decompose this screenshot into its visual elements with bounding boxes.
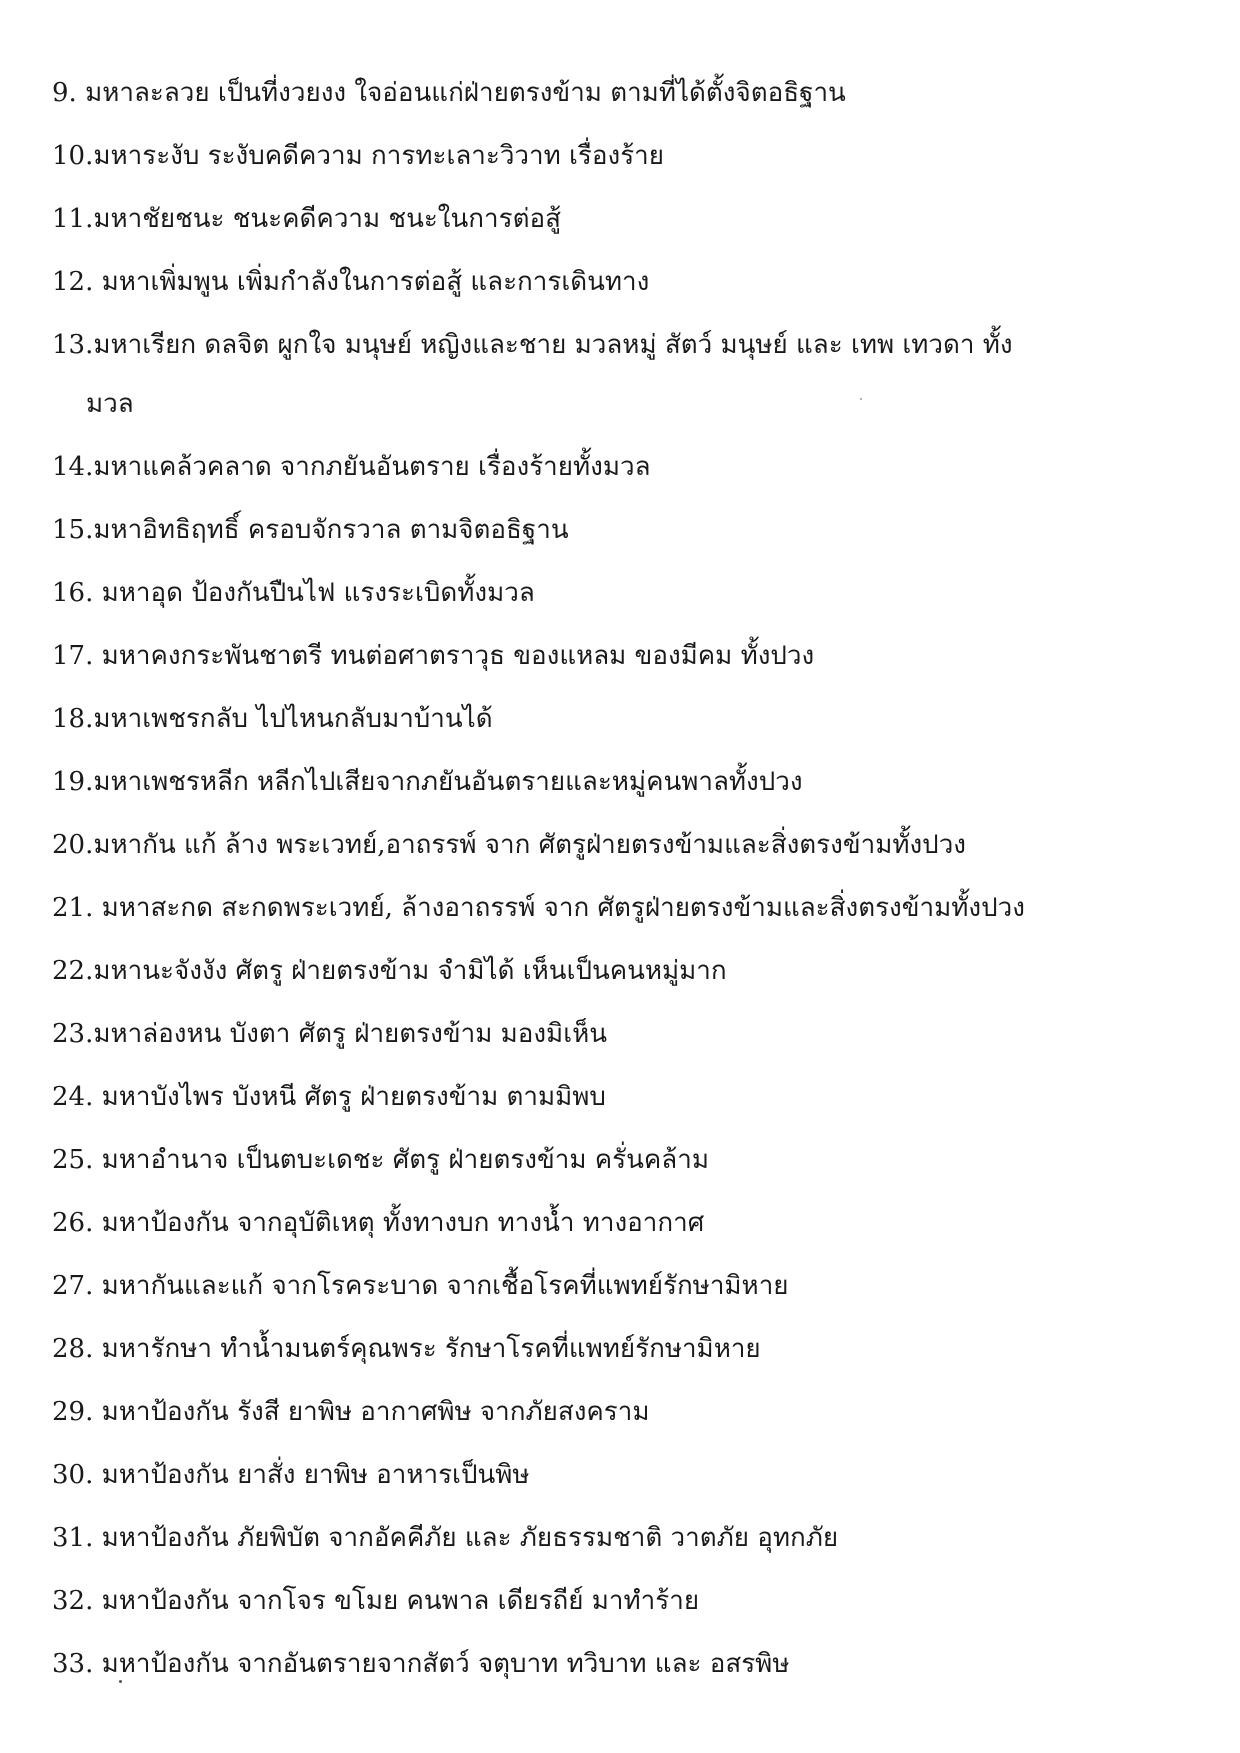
item-number: 22. [52,956,94,986]
item-number: 28. [52,1334,94,1364]
item-text: มหารักษา ทำน้ำมนตร์คุณพระ รักษาโรคที่แพทย์รักษามิหาย [101,1334,761,1364]
item-text: มหาป้องกัน ภัยพิบัต จากอัคคีภัย และ ภัยธรรมชาติ วาตภัย อุทกภัย [101,1523,839,1553]
item-text: มหาป้องกัน รังสี ยาพิษ อากาศพิษ จากภัยสงคราม [101,1397,650,1427]
list-item [52,1129,1202,1192]
item-number: 29. [52,1397,94,1427]
item-number: 10. [52,141,94,171]
item-number: 19. [52,767,94,797]
item-text: มหาแคล้วคลาด จากภยันอันตราย เรื่องร้ายทั้งมวล [93,452,651,482]
item-text: มหาล่องหน บังตา ศัตรู ฝ่ายตรงข้าม มองมิเห็น [93,1019,607,1049]
item-number: 33. [52,1649,94,1679]
item-text: มหาคงกระพันชาตรี ทนต่อศาตราวุธ ของแหลม ของมีคม ทั้งปวง [101,641,815,671]
list-item [52,751,1202,814]
list-item [52,940,1202,1003]
list-item [52,814,1202,877]
item-text: มหาอุด ป้องกันปืนไฟ แรงระเบิดทั้งมวล [101,578,535,608]
item-text: มหากัน แก้ ล้าง พระเวทย์,อาถรรพ์ จาก ศัตรูฝ่ายตรงข้ามและสิ่งตรงข้ามทั้งปวง [93,830,966,860]
list-item [52,1381,1202,1444]
item-text: มหาป้องกัน ยาสั่ง ยาพิษ อาหารเป็นพิษ [101,1460,530,1490]
numbered-list [52,62,1202,1696]
list-item [52,1633,1202,1696]
item-text: มหาเพิ่มพูน เพิ่มกำลังในการต่อสู้ และการเดินทาง [101,267,650,297]
list-item [52,1003,1202,1066]
item-text: มหาสะกด สะกดพระเวทย์, ล้างอาถรรพ์ จาก ศัตรูฝ่ายตรงข้ามและสิ่งตรงข้ามทั้งปวง [101,893,1025,923]
item-text: มหาละลวย เป็นที่งวยงง ใจอ่อนแก่ฝ่ายตรงข้าม ตามที่ได้ตั้งจิตอธิฐาน [85,78,846,108]
item-text: มหาเรียก ดลจิต ผูกใจ มนุษย์ หญิงและชาย มวลหมู่ สัตว์ มนุษย์ และ เทพ เทวดา ทั้ง [93,330,1013,360]
item-text: มหาระงับ ระงับคดีความ การทะเลาะวิวาท เรื่องร้าย [93,141,664,171]
list-item [52,251,1202,314]
item-text: มหาป้องกัน จากโจร ขโมย คนพาล เดียรถีย์ มาทำร้าย [101,1586,700,1616]
item-number: 20. [52,830,94,860]
item-text-continuation: มวล [86,389,134,419]
item-number: 21. [52,893,94,923]
item-number: 31. [52,1523,94,1553]
item-number: 9. [52,78,77,108]
list-item [52,688,1202,751]
item-number: 13. [52,330,94,360]
list-item [52,625,1202,688]
item-number: 18. [52,704,94,734]
item-number: 23. [52,1019,94,1049]
list-item [52,1570,1202,1633]
item-number: 17. [52,641,94,671]
scan-speck [119,1680,122,1683]
item-number: 27. [52,1271,94,1301]
item-number: 24. [52,1082,94,1112]
list-item [52,1507,1202,1570]
item-text: มหาชัยชนะ ชนะคดีความ ชนะในการต่อสู้ [93,204,561,234]
item-text: มหาป้องกัน จากอันตรายจากสัตว์ จตุบาท ทวิบาท และ อสรพิษ [101,1649,790,1679]
list-item [52,1066,1202,1129]
item-text: มหาเพชรกลับ ไปไหนกลับมาบ้านได้ [93,704,493,734]
list-item [52,1318,1202,1381]
item-text: มหาเพชรหลีก หลีกไปเสียจากภยันอันตรายและหมู่คนพาลทั้งปวง [93,767,803,797]
item-number: 14. [52,452,94,482]
item-text: มหาอิทธิฤทธิ์ ครอบจักรวาล ตามจิตอธิฐาน [93,515,569,545]
item-text: มหาบังไพร บังหนี ศัตรู ฝ่ายตรงข้าม ตามมิพบ [101,1082,606,1112]
item-number: 26. [52,1208,94,1238]
list-item [52,562,1202,625]
list-item [52,1255,1202,1318]
list-item [52,877,1202,940]
list-item [52,1444,1202,1507]
item-number: 15. [52,515,94,545]
list-item [52,125,1202,188]
scan-speck [860,398,862,400]
item-text: มหานะจังงัง ศัตรู ฝ่ายตรงข้าม จำมิได้ เห็นเป็นคนหมู่มาก [93,956,727,986]
item-number: 30. [52,1460,94,1490]
item-number: 25. [52,1145,94,1175]
list-item [52,188,1202,251]
item-text: มหาป้องกัน จากอุบัติเหตุ ทั้งทางบก ทางน้ำ ทางอากาศ [101,1208,705,1238]
item-number: 32. [52,1586,94,1616]
item-number: 11. [52,204,94,234]
list-item [52,314,1202,436]
list-item [52,62,1202,125]
list-item [52,436,1202,499]
list-item [52,499,1202,562]
item-text: มหาอำนาจ เป็นตบะเดชะ ศัตรู ฝ่ายตรงข้าม ครั่นคล้าม [101,1145,709,1175]
item-number: 16. [52,578,94,608]
item-number: 12. [52,267,94,297]
item-text: มหากันและแก้ จากโรคระบาด จากเชื้อโรคที่แพทย์รักษามิหาย [101,1271,789,1301]
list-item [52,1192,1202,1255]
